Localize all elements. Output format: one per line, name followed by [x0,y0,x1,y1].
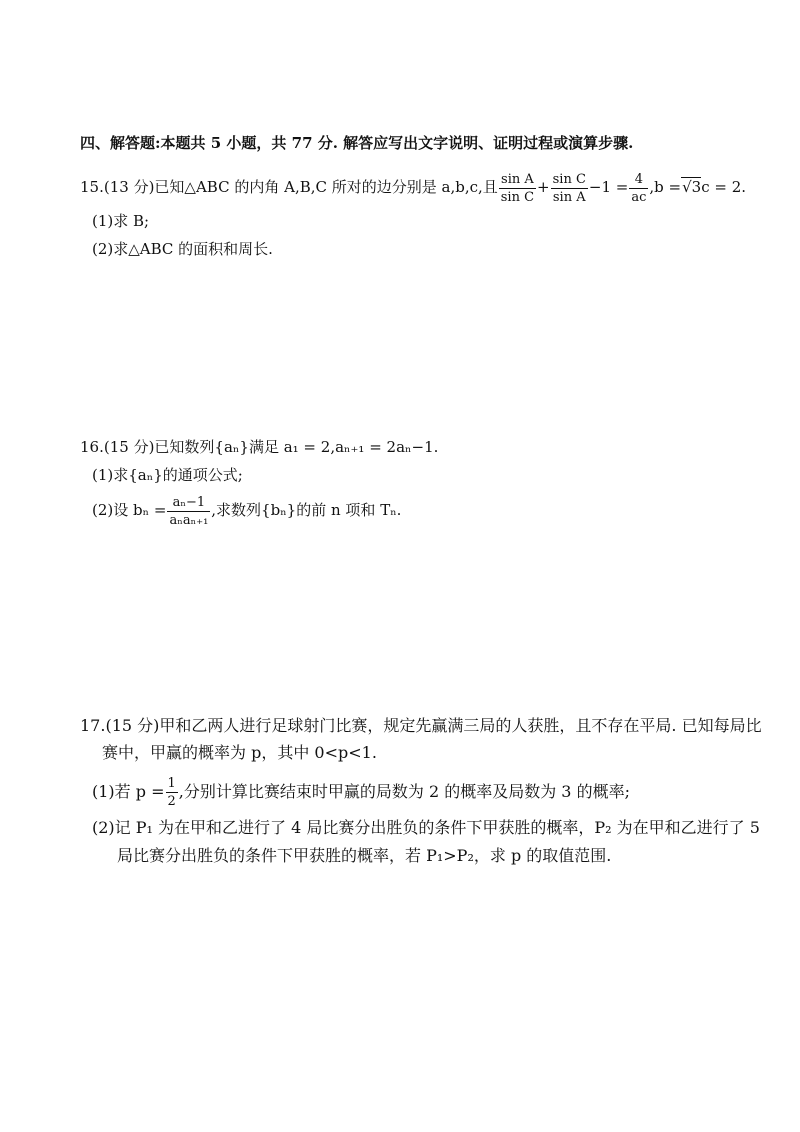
question-text: 已知数列{aₙ}满足 a₁ = 2,aₙ₊₁ = 2aₙ−1. [154,438,439,456]
question-text: 已知△ABC 的内角 A,B,C 所对的边分别是 a,b,c,且 [154,178,498,196]
sqrt-three: √3 [682,178,702,196]
fraction-numerator: sin C [552,171,586,187]
fraction-one-half [166,775,178,810]
question-number: 16. [80,438,104,456]
question-score: (13 分) [103,178,155,196]
part-text: ,分别计算比赛结束时甲赢的局数为 2 的概率及局数为 3 的概率; [178,782,630,801]
fraction-denominator: ac [631,189,647,205]
section-header: 四、解答题:本题共 5 小题，共 77 分. 解答应写出文字说明、证明过程或演算步骤. [80,134,634,152]
question-score: (15 分) [105,716,160,735]
fraction-bn [167,494,210,529]
part-text: (1)若 p = [92,782,165,801]
fraction-4-ac [629,171,648,206]
fraction-denominator: aₙaₙ₊₁ [169,512,209,528]
question-score: (15 分) [103,438,155,456]
fraction-numerator: 4 [629,171,648,189]
fraction-numerator: 1 [167,776,176,791]
part-text: (2)设 bₙ = [92,501,167,519]
question-17-part-1 [92,772,630,812]
fraction-denominator: sin C [500,189,535,205]
question-17-line-1 [80,716,762,736]
minus-one: −1 = [588,178,629,196]
condition-c: c = 2. [701,178,747,196]
question-17-line-2: 赛中，甲赢的概率为 p，其中 0<p<1. [102,743,377,762]
question-16-stem [80,437,438,457]
question-15-part-2: (2)求△ABC 的面积和周长. [92,240,273,258]
plus-sign: + [537,178,550,196]
question-16-part-1: (1)求{aₙ}的通项公式; [92,466,243,484]
part-text: ,求数列{bₙ}的前 n 项和 Tₙ. [211,501,402,519]
condition-b: ,b = [649,178,682,196]
question-number: 17. [80,716,106,735]
question-text: 甲和乙两人进行足球射门比赛，规定先赢满三局的人获胜，且不存在平局. 已知每局比 [159,716,762,735]
question-number: 15. [80,178,104,196]
fraction-numerator: sin A [499,171,536,189]
question-15-part-1: (1)求 B; [92,212,150,230]
fraction-sinA-sinC [499,171,536,206]
question-16-part-2 [92,490,401,530]
fraction-denominator: 2 [167,794,176,809]
question-17-part-2-line-1: (2)记 P₁ 为在甲和乙进行了 4 局比赛分出胜负的条件下甲获胜的概率，P₂ 为在甲和乙进行了 5 [92,818,760,837]
fraction-sinC-sinA [551,171,588,206]
question-17-part-2-line-2: 局比赛分出胜负的条件下甲获胜的概率，若 P₁>P₂，求 p 的取值范围. [117,846,612,865]
question-15-stem [80,167,746,207]
fraction-denominator: sin A [552,189,586,205]
fraction-numerator: aₙ−1 [167,494,210,512]
